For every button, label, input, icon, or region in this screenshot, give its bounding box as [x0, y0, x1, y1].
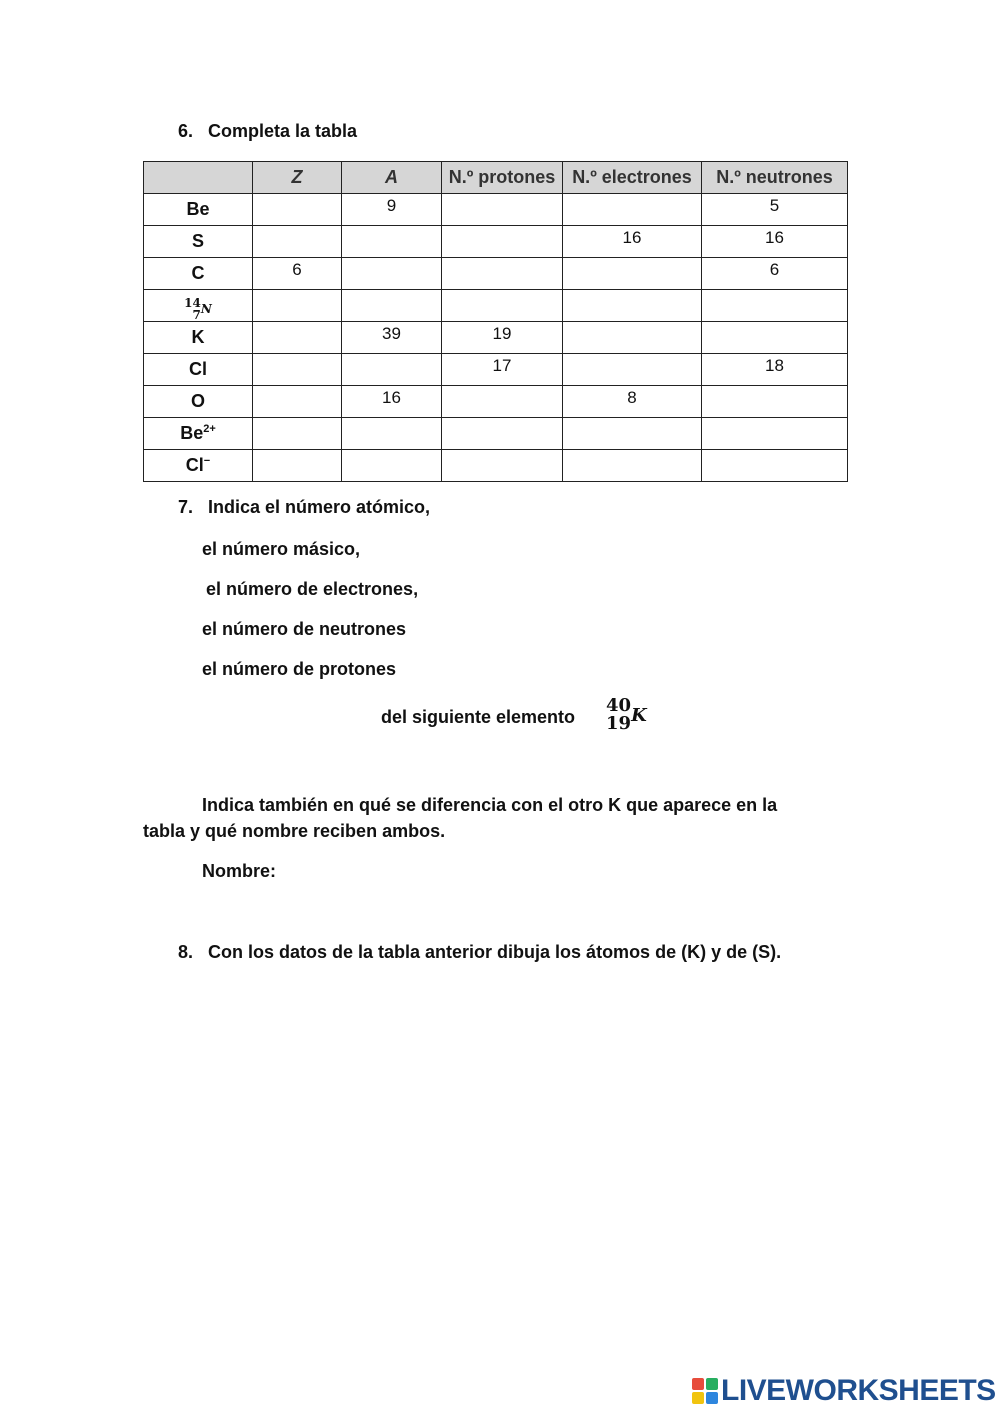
table-row: [144, 354, 848, 386]
answer-cell[interactable]: 39: [342, 322, 442, 354]
question-number: 8.: [178, 942, 194, 962]
header-cell-electrons: N.º electrones: [563, 162, 702, 194]
answer-cell[interactable]: [702, 418, 848, 450]
table-row: [144, 450, 848, 482]
logo-square: [692, 1378, 704, 1390]
isotope-notation-k: [606, 697, 647, 733]
answer-cell[interactable]: [442, 450, 563, 482]
header-cell-a: A: [342, 162, 442, 194]
answer-cell[interactable]: [253, 226, 342, 258]
answer-cell[interactable]: [563, 450, 702, 482]
answer-cell[interactable]: [342, 290, 442, 322]
answer-cell[interactable]: [563, 418, 702, 450]
isotope-mass-number: 40: [606, 695, 632, 716]
table-row: [144, 386, 848, 418]
question-8-title: [178, 942, 781, 963]
answer-cell[interactable]: [253, 194, 342, 226]
isotope-symbol: K: [631, 704, 647, 726]
table-row: [144, 194, 848, 226]
answer-cell[interactable]: [342, 226, 442, 258]
liveworksheets-logo[interactable]: [692, 1374, 996, 1408]
answer-cell[interactable]: [702, 386, 848, 418]
answer-cell[interactable]: [342, 418, 442, 450]
answer-cell[interactable]: 18: [702, 354, 848, 386]
element-symbol-ion: [144, 418, 253, 450]
element-symbol-ion: [144, 450, 253, 482]
element-symbol: K: [144, 322, 253, 354]
answer-cell[interactable]: [253, 418, 342, 450]
answer-cell[interactable]: [253, 290, 342, 322]
header-cell-neutrons: N.º neutrones: [702, 162, 848, 194]
extra-question-line: Indica también en qué se diferencia con el otro K que aparece en la: [202, 795, 778, 815]
answer-cell[interactable]: [253, 450, 342, 482]
logo-mark-icon: [692, 1378, 718, 1404]
logo-text: LIVEWORKSHEETS: [721, 1374, 996, 1407]
question-text: Indica el número atómico,: [208, 497, 431, 517]
logo-square: [706, 1378, 718, 1390]
prompt-line: el número de electrones,: [206, 579, 419, 599]
element-prompt: del siguiente elemento: [381, 707, 576, 727]
element-symbol: O: [144, 386, 253, 418]
answer-cell[interactable]: [342, 450, 442, 482]
question-6-title: [178, 121, 357, 142]
isotope-notation-n: [184, 297, 212, 321]
question-text: Completa la tabla: [208, 121, 358, 141]
prompt-line: el número de protones: [202, 659, 397, 679]
ion-symbol: Cl: [185, 455, 204, 475]
answer-cell[interactable]: [563, 354, 702, 386]
name-label: Nombre:: [202, 861, 277, 881]
prompt-line: el número másico,: [202, 539, 361, 559]
answer-cell[interactable]: [442, 386, 563, 418]
answer-cell[interactable]: 16: [563, 226, 702, 258]
table-row: [144, 258, 848, 290]
answer-cell[interactable]: [563, 290, 702, 322]
ion-charge: 2+: [203, 423, 216, 435]
table-header-row: [144, 162, 848, 194]
logo-square: [692, 1392, 704, 1404]
element-symbol: Cl: [144, 354, 253, 386]
answer-cell[interactable]: [253, 354, 342, 386]
answer-cell[interactable]: [342, 258, 442, 290]
question-number: 6.: [178, 121, 194, 141]
answer-cell[interactable]: [442, 194, 563, 226]
answer-cell[interactable]: 16: [342, 386, 442, 418]
answer-cell[interactable]: [563, 194, 702, 226]
isotope-atomic-number: 19: [606, 713, 632, 734]
answer-cell[interactable]: [563, 258, 702, 290]
table-row: [144, 322, 848, 354]
question-text: Con los datos de la tabla anterior dibuja los átomos de (K) y de (S).: [208, 942, 782, 962]
atoms-table: [143, 161, 848, 482]
logo-square: [706, 1392, 718, 1404]
isotope-atomic-number: 7: [192, 307, 201, 322]
answer-cell[interactable]: 17: [442, 354, 563, 386]
answer-cell[interactable]: [442, 258, 563, 290]
answer-cell[interactable]: [442, 226, 563, 258]
element-symbol: S: [144, 226, 253, 258]
table-row: [144, 226, 848, 258]
element-symbol: C: [144, 258, 253, 290]
answer-cell[interactable]: 16: [702, 226, 848, 258]
answer-cell[interactable]: 6: [702, 258, 848, 290]
ion-symbol: Be: [180, 423, 204, 443]
answer-cell[interactable]: [253, 322, 342, 354]
answer-cell[interactable]: [253, 386, 342, 418]
question-number: 7.: [178, 497, 194, 517]
answer-cell[interactable]: 6: [253, 258, 342, 290]
table-row: [144, 290, 848, 322]
prompt-line: el número de neutrones: [202, 619, 407, 639]
header-cell-z: Z: [253, 162, 342, 194]
element-symbol: [144, 290, 253, 322]
answer-cell[interactable]: 9: [342, 194, 442, 226]
answer-cell[interactable]: 19: [442, 322, 563, 354]
answer-cell[interactable]: [563, 322, 702, 354]
isotope-mass-number: 14: [184, 295, 201, 310]
answer-cell[interactable]: [442, 290, 563, 322]
isotope-symbol: N: [200, 301, 212, 316]
table-row: [144, 418, 848, 450]
answer-cell[interactable]: 5: [702, 194, 848, 226]
answer-cell[interactable]: [342, 354, 442, 386]
answer-cell[interactable]: [702, 322, 848, 354]
header-cell-protons: N.º protones: [442, 162, 563, 194]
answer-cell[interactable]: [702, 290, 848, 322]
header-cell-symbol: [144, 162, 253, 194]
element-symbol: Be: [144, 194, 253, 226]
answer-cell[interactable]: [702, 450, 848, 482]
extra-question-line: tabla y qué nombre reciben ambos.: [143, 821, 446, 841]
answer-cell[interactable]: [442, 418, 563, 450]
ion-charge: −: [203, 455, 211, 467]
answer-cell[interactable]: 8: [563, 386, 702, 418]
question-7-title: [178, 497, 430, 518]
